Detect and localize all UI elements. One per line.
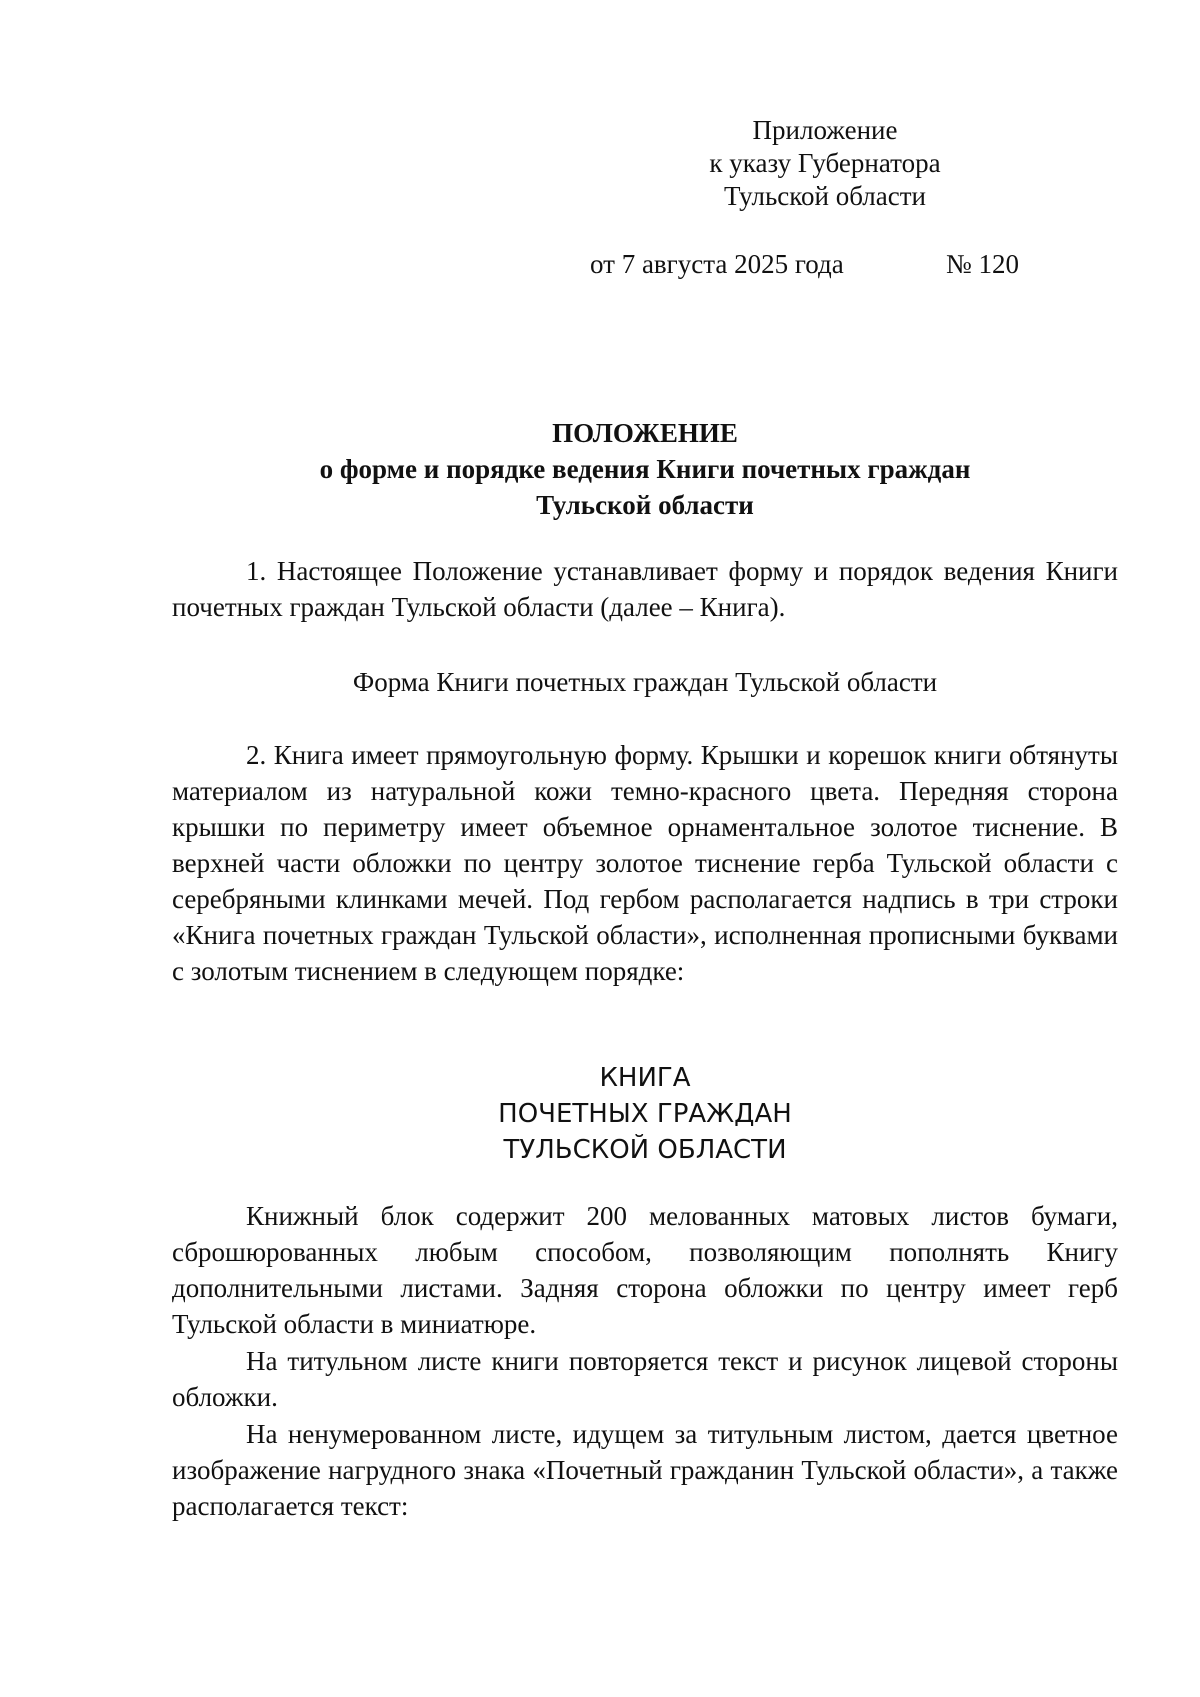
title-line-3: Тульской области — [536, 490, 754, 520]
decree-date-line — [590, 246, 1030, 282]
approval-block — [660, 114, 990, 213]
paragraph-2: 2. Книга имеет прямоугольную форму. Крышки и корешок книги обтянуты материалом из натуральной кожи темно-красного цвета. Передняя сторона крышки по периметру имеет объемное орнаментальное золотое тиснение. В верхней части обложки по центру золотое тиснение герба Тульской области с серебряными клинками мечей. Под гербом располагается надпись в три строки «Книга почетных граждан Тульской области», исполненная прописными буквами с золотым тиснением в следующем порядке: — [172, 740, 1118, 986]
cover-line-1: КНИГА — [599, 1063, 691, 1093]
decree-date: от 7 августа 2025 года — [590, 249, 844, 279]
cover-line-3: ТУЛЬСКОЙ ОБЛАСТИ — [503, 1135, 787, 1165]
paragraph-3: Книжный блок содержит 200 мелованных матовых листов бумаги, сброшюрованных любым способом, позволяющим пополнять Книгу дополнительными листами. Задняя сторона обложки по центру имеет герб Тульской области в миниатюре. — [172, 1201, 1118, 1339]
decree-number: № 120 — [946, 249, 1020, 279]
title-line-1: ПОЛОЖЕНИЕ — [552, 418, 738, 448]
paragraph-1: 1. Настоящее Положение устанавливает форму и порядок ведения Книги почетных граждан Тульской области (далее – Книга). — [172, 556, 1118, 622]
section-heading: Форма Книги почетных граждан Тульской области — [352, 667, 938, 697]
paragraph-4: На титульном листе книги повторяется текст и рисунок лицевой стороны обложки. — [172, 1346, 1118, 1412]
cover-line-2: ПОЧЕТНЫХ ГРАЖДАН — [498, 1099, 792, 1129]
approval-line-2: к указу Губернатора — [709, 148, 941, 178]
paragraph-5: На ненумерованном листе, идущем за титульным листом, дается цветное изображение нагрудного знака «Почетный гражданин Тульской области», а также располагается текст: — [172, 1419, 1118, 1521]
approval-line-3: Тульской области — [724, 181, 926, 211]
approval-line-1: Приложение — [752, 115, 898, 145]
title-line-2: о форме и порядке ведения Книги почетных граждан — [319, 454, 971, 484]
cover-inscription — [172, 1060, 1118, 1168]
document-title — [172, 415, 1118, 523]
